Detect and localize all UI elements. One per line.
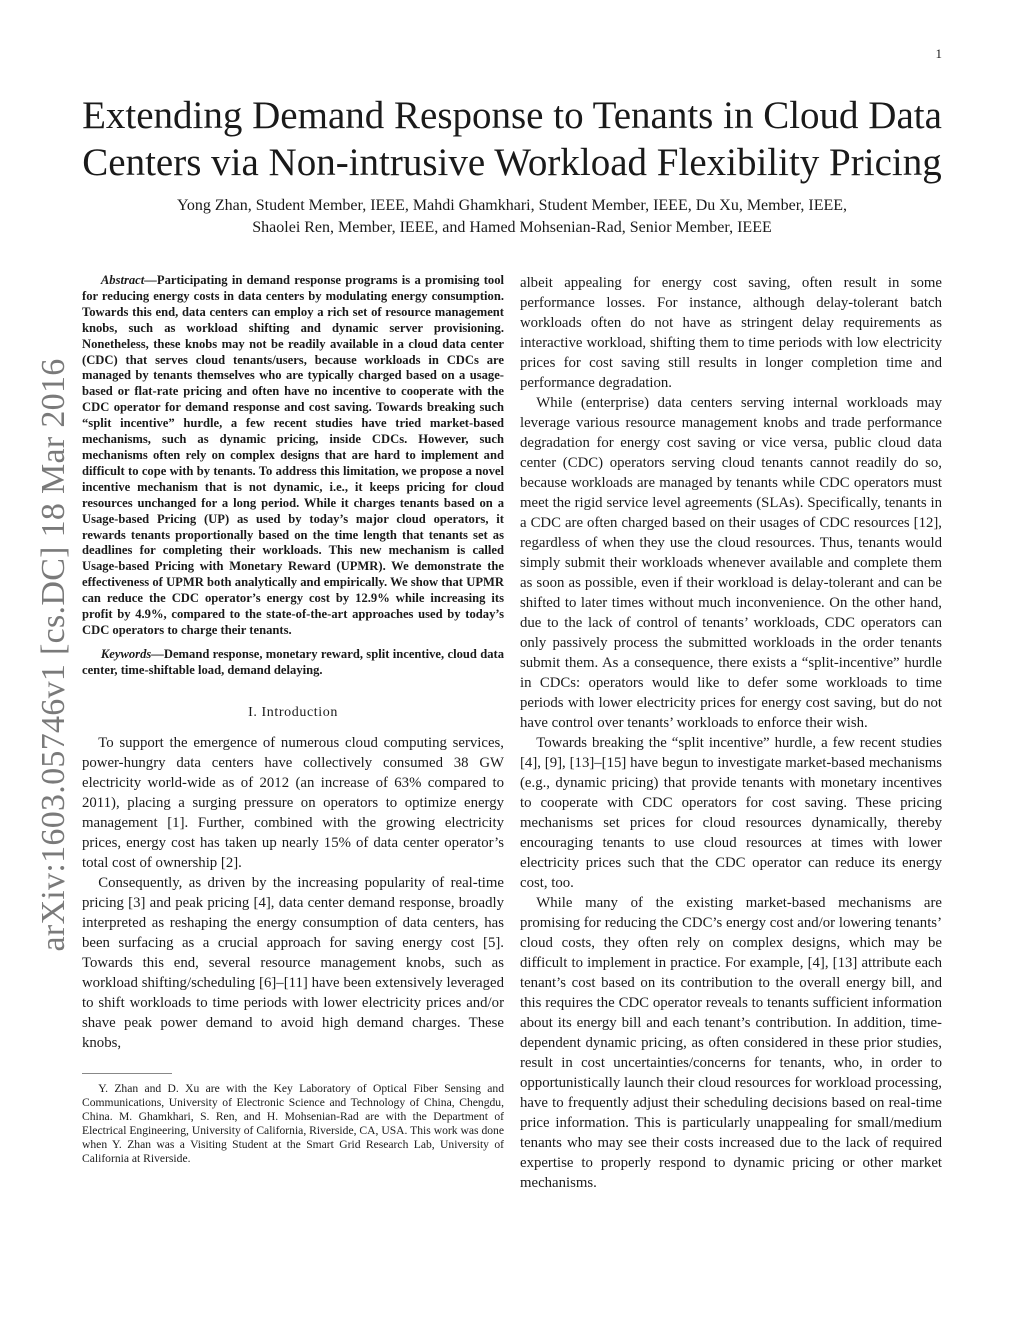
abstract [82, 273, 504, 639]
abstract-label: Abstract— [100, 273, 157, 287]
intro-paragraph-1: To support the emergence of numerous cloud computing services, power-hungry data centers have collectively consumed 38 GW electricity world-wide as of 2012 (an increase of 63% compared to 2011), placing a surging pressure on operators to optimize energy management [1]. Further, combined with the growing electricity prices, energy cost has taken up nearly 15% of data center operator’s total cost of ownership [2]. [82, 734, 504, 871]
keywords-text: Demand response, monetary reward, split incentive, cloud data center, time-shiftable load, demand delaying. [82, 646, 504, 677]
intro-paragraph-6: While many of the existing market-based mechanisms are promising for reducing the CDC’s energy cost and/or lowering tenants’ cloud costs, they often rely on complex designs, which may be difficult to implement in practice. For example, [4], [13] attribute each tenant’s cost based on its contribution to the overall energy bill, and this requires the CDC operator reveals to tenants sufficient information about its energy bill and each tenant’s contribution. In addition, time-dependent dynamic pricing, as often considered in these prior studies, result in cost uncertainties/concerns for tenants, who, in order to opportunistically launch their cloud resources for workload processing, have to frequently adjust their scheduling decisions based on real-time price information. This is particularly unappealing for small/medium tenants who may see their costs increased due to the lack of required expertise to properly respond to dynamic pricing or other market mechanisms. [520, 895, 942, 1191]
intro-paragraph-5: Towards breaking the “split incentive” hurdle, a few recent studies [4], [9], [13]–[15] have begun to investigate market-based mechanisms (e.g., dynamic pricing) that provide tenants with monetary incentives to cooperate with CDC operators for cost saving. These pricing mechanisms set prices for cloud resources dynamically, thereby encouraging tenants to use cloud resources at times with lower electricity prices such that the CDC operator can reduce its energy cost, too. [520, 735, 942, 891]
authors-line-1: Yong Zhan, Student Member, IEEE, Mahdi Ghamkhari, Student Member, IEEE, Du Xu, Member, IEEE, [176, 197, 848, 214]
intro-paragraph-3: albeit appealing for energy cost saving, often result in some performance losses. For instance, although delay-tolerant batch workloads often do not have as stringent delay requirements as interactive workload, shifting them to time periods with low electricity prices for cost saving still results in longer completion time and performance degradation. [520, 275, 942, 391]
footnote-divider [82, 1073, 172, 1074]
abstract-text: Participating in demand response programs is a promising tool for reducing energy costs in data centers by modulating energy consumption. Towards this end, data centers can employ a rich set of resource management knobs, such as workload shifting and dynamic server provisioning. Nonetheless, these knobs may not be readily available in a cloud data center (CDC) that serves cloud tenants/users, because workloads in CDCs are managed by tenants themselves who are typically charged based on a usage-based or flat-rate pricing and often have no incentive to cooperate with the CDC operator for demand response and cost saving. Towards breaking such “split incentive” hurdle, a few recent studies have tried market-based mechanisms, such as dynamic pricing, inside CDCs. However, such mechanisms often rely on complex designs that are hard to implement and difficult to cope with by tenants. To address this limitation, we propose a novel incentive mechanism that is not dynamic, i.e., it keeps pricing for cloud resources unchanged for a long period. While it charges tenants based on a Usage-based Pricing (UP) as used by today’s major cloud operators, it rewards tenants proportionally based on the time length that tenants set as deadlines for completing their workloads. This new mechanism is called Usage-based Pricing with Monetary Reward (UPMR). We demonstrate the effectiveness of UPMR both analytically and empirically. We show that UPMR can reduce the CDC operator’s energy cost by 12.9% while increasing its profit by 4.9%, compared to the state-of-the-art approaches used by today’s CDC operators to charge their tenants. [82, 273, 504, 637]
left-column [82, 273, 504, 1166]
author-list [90, 195, 934, 239]
arxiv-id: arXiv:1603.05746v1 [cs.DC] 18 Mar 2016 [35, 358, 72, 952]
intro-paragraph-2: Consequently, as driven by the increasing popularity of real-time pricing [3] and peak pricing [4], data center demand response, broadly interpreted as reshaping the energy consumption of data centers, has been surfacing as a crucial approach for saving energy cost [5]. Towards this end, several resource management knobs, such as workload shifting/scheduling [6]–[11] have been extensively leveraged to shift workloads to time periods with lower electricity prices and/or shave peak power demand to avoid high demand charges. These knobs, [82, 874, 504, 1051]
keywords [82, 647, 504, 679]
page-number: 1 [935, 46, 942, 61]
authors-line-2: Shaolei Ren, Member, IEEE, and Hamed Mohsenian-Rad, Senior Member, IEEE [252, 219, 772, 236]
intro-paragraph-4: While (enterprise) data centers serving internal workloads may leverage various resource management knobs and trade performance degradation for energy cost saving or vice versa, public cloud data center (CDC) operators serving cloud tenants cannot readily do so, because workloads are managed by tenants while CDC operators must meet the rigid service level agreements (SLAs). Specifically, tenants in a CDC are often charged based on their usages of CDC resources [12], regardless of when they use the cloud resources. Thus, tenants would simply submit their workloads whenever available and complete them as soon as possible, even if their workload is delay-tolerant and can be shifted to later times without much inconvenience. On the other hand, due to the lack of control of tenants’ workloads, CDC operators can only passively process the submitted workloads in the order tenants submit them. As a consequence, there exists a “split-incentive” hurdle in CDCs: operators would like to defer some workloads to time periods with lower electricity prices for energy cost saving, but do not have control over tenants’ workloads to enforce their wish. [520, 395, 942, 731]
right-column [520, 273, 942, 1193]
paper-title: Extending Demand Response to Tenants in Cloud Data Centers via Non-intrusive Workload Flexibility Pricing [82, 94, 942, 184]
section-heading-introduction: I. Introduction [248, 704, 338, 720]
affiliation-footnote: Y. Zhan and D. Xu are with the Key Laboratory of Optical Fiber Sensing and Communications, University of Electronic Science and Technology of China, Chengdu, China. M. Ghamkhari, S. Ren, and H. Mohsenian-Rad are with the Department of Electrical Engineering, University of California, Riverside, CA, USA. This work was done when Y. Zhan was a Visiting Student at the Smart Grid Research Lab, University of California at Riverside. [82, 1081, 504, 1165]
keywords-label: Keywords— [100, 646, 164, 661]
